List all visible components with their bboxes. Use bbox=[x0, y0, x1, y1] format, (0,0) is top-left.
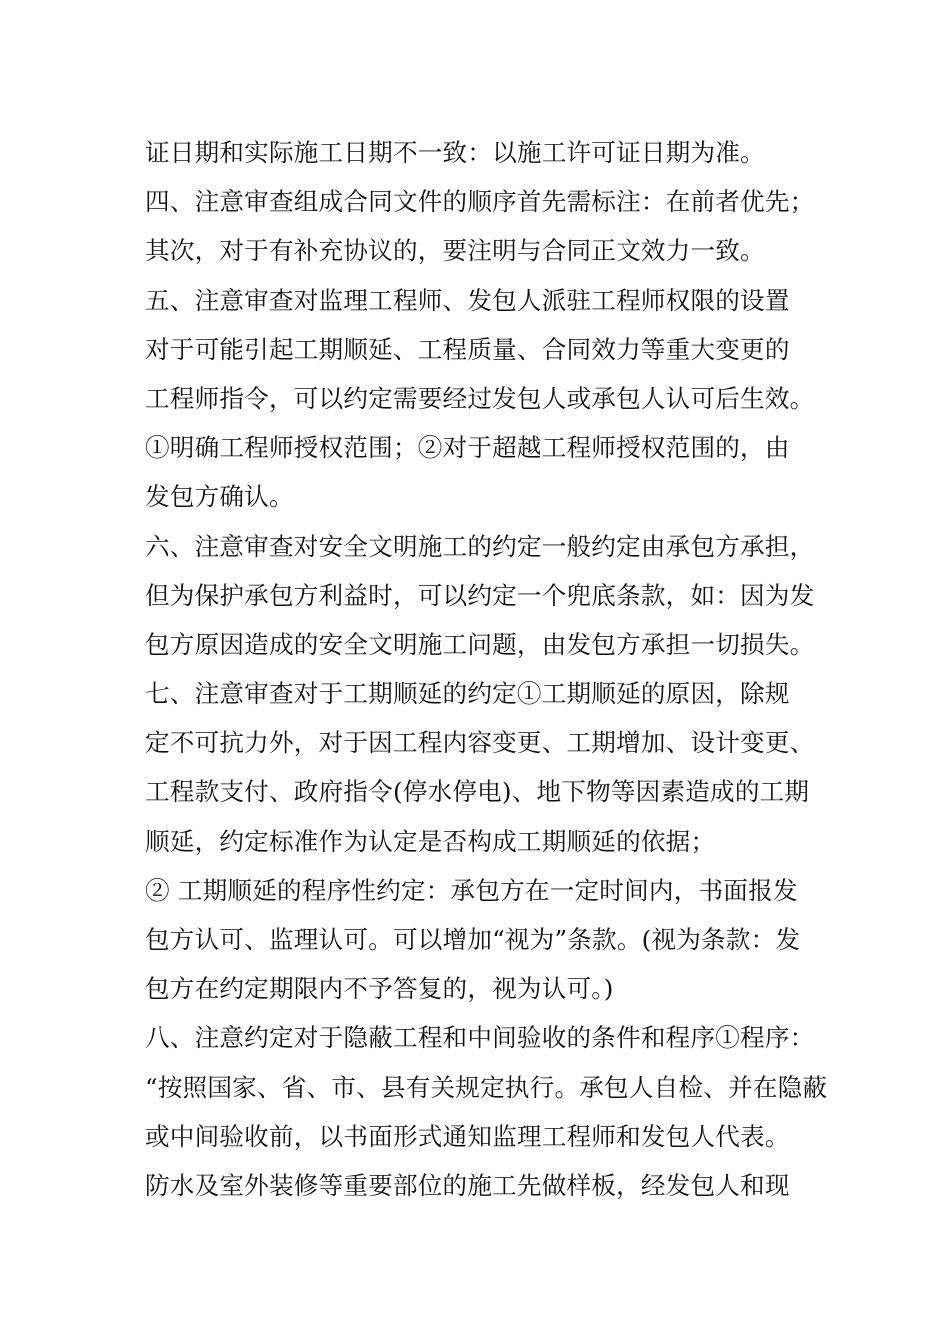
text-line: ② 工期顺延的程序性约定：承包方在一定时间内，书面报发 bbox=[145, 875, 798, 905]
text-line: 发包方确认。 bbox=[145, 482, 294, 512]
text-line: 工程师指令，可以约定需要经过发包人或承包人认可后生效。 bbox=[145, 383, 815, 413]
text-line: 但为保护承包方利益时，可以约定一个兜底条款，如：因为发 bbox=[145, 580, 815, 610]
text-line: 工程款支付、政府指令(停水停电)、地下物等因素造成的工期 bbox=[145, 777, 810, 807]
text-line: 七、注意审查对于工期顺延的约定①工期顺延的原因，除规 bbox=[145, 679, 790, 709]
text-line: 包方认可、监理认可。可以增加“视为”条款。(视为条款：发 bbox=[145, 925, 801, 954]
text-line: 其次，对于有补充协议的，要注明与合同正文效力一致。 bbox=[145, 236, 765, 266]
text-line: 包方在约定期限内不予答复的，视为认可。) bbox=[145, 974, 614, 1004]
text-line: 五、注意审查对监理工程师、发包人派驻工程师权限的设置 bbox=[145, 285, 790, 315]
text-line: 八、注意约定对于隐蔽工程和中间验收的条件和程序①程序： bbox=[145, 1023, 815, 1053]
text-line: 包方原因造成的安全文明施工问题，由发包方承担一切损失。 bbox=[145, 629, 815, 659]
text-line: 顺延，约定标准作为认定是否构成工期顺延的依据； bbox=[145, 826, 716, 856]
text-line: “按照国家、省、市、县有关规定执行。承包人自检、并在隐蔽 bbox=[145, 1072, 828, 1102]
text-line: 证日期和实际施工日期不一致：以施工许可证日期为准。 bbox=[145, 138, 765, 167]
text-line: 定不可抗力外，对于因工程内容变更、工期增加、设计变更、 bbox=[145, 728, 815, 758]
text-line: ①明确工程师授权范围；②对于超越工程师授权范围的，由 bbox=[145, 433, 790, 463]
text-line: 六、注意审查对安全文明施工的约定一般约定由承包方承担， bbox=[145, 531, 815, 561]
text-line: 对于可能引起工期顺延、工程质量、合同效力等重大变更的 bbox=[145, 334, 790, 364]
text-line: 防水及室外装修等重要部位的施工先做样板，经发包人和现 bbox=[145, 1170, 790, 1200]
text-line: 四、注意审查组成合同文件的顺序首先需标注：在前者优先； bbox=[145, 187, 815, 217]
text-line: 或中间验收前，以书面形式通知监理工程师和发包人代表。 bbox=[145, 1121, 790, 1151]
body-text bbox=[145, 128, 835, 1210]
